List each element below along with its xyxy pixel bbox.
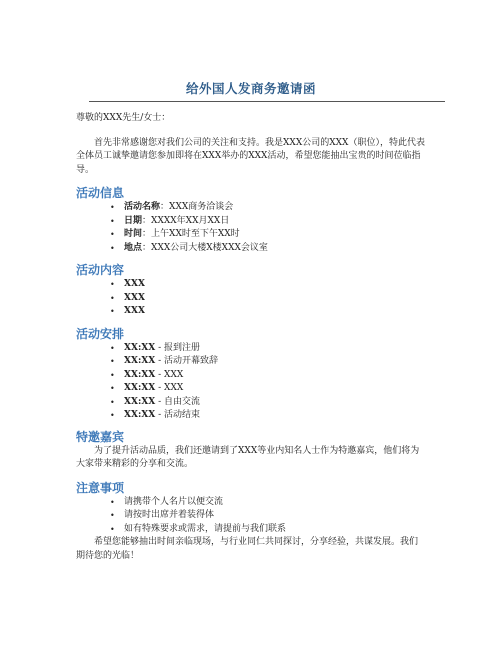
list-item	[76, 523, 426, 537]
title-divider	[89, 101, 445, 102]
schedule-text: XXX	[164, 369, 184, 380]
list-item	[76, 496, 426, 510]
info-sep: ：	[142, 215, 152, 226]
list-item	[76, 355, 426, 369]
schedule-text: 自由交流	[164, 396, 201, 407]
list-item	[76, 409, 426, 423]
greeting: 尊敬的XXX先生/女士：	[76, 113, 171, 123]
list-item	[76, 278, 426, 292]
info-sep: ：	[160, 202, 170, 212]
bullet-icon: •	[110, 307, 115, 316]
section-heading-guests: 特邀嘉宾	[76, 429, 125, 444]
bullet-icon: •	[110, 524, 115, 534]
schedule-time: XX:XX	[124, 410, 156, 420]
info-sep: ：	[142, 242, 152, 253]
schedule-sep: -	[155, 410, 165, 420]
section-heading-notes: 注意事项	[76, 480, 125, 495]
bullet-icon: •	[110, 497, 115, 507]
schedule-time: XX:XX	[124, 396, 156, 407]
info-sep: ：	[142, 229, 152, 239]
bullet-icon: •	[110, 411, 115, 420]
schedule-text: XXX	[164, 383, 184, 393]
guests-paragraph: 为了提升活动品质，我们还邀请到了XXX等业内知名人士作为特邀嘉宾，他们将为大家带来精彩的分享和交流。	[76, 445, 420, 469]
list-item	[76, 369, 426, 383]
schedule-text: 活动开幕致辞	[164, 356, 219, 366]
schedule-time: XX:XX	[124, 356, 156, 366]
info-value: 上午XX时至下午XX时	[151, 229, 240, 239]
document-body	[76, 112, 426, 563]
bullet-icon: •	[110, 370, 115, 380]
schedule-time: XX:XX	[124, 342, 156, 353]
bullet-icon: •	[110, 230, 115, 239]
notes-list	[76, 496, 426, 537]
section-heading-content: 活动内容	[76, 263, 125, 277]
info-label: 活动名称	[124, 202, 161, 212]
bullet-icon: •	[110, 343, 115, 353]
note-text: 请携带个人名片以便交流	[124, 496, 224, 507]
bullet-icon: •	[110, 216, 115, 226]
info-label: 时间	[124, 229, 143, 239]
list-item	[76, 396, 426, 410]
content-item: XXX	[124, 279, 145, 289]
list-item	[76, 509, 426, 523]
bullet-icon: •	[110, 357, 115, 366]
bullet-icon: •	[110, 243, 115, 253]
info-list	[76, 201, 426, 255]
section-heading-schedule: 活动安排	[76, 326, 125, 341]
bullet-icon: •	[110, 293, 115, 303]
bullet-icon: •	[110, 384, 115, 393]
list-item	[76, 201, 426, 215]
bullet-icon: •	[110, 511, 115, 520]
schedule-sep: -	[155, 356, 165, 366]
schedule-sep: -	[155, 369, 165, 380]
bullet-icon: •	[110, 280, 115, 289]
content-list	[76, 278, 426, 319]
list-item	[76, 342, 426, 356]
list-item	[76, 382, 426, 396]
schedule-sep: -	[155, 396, 165, 407]
info-label: 地点	[124, 242, 143, 253]
list-item	[76, 228, 426, 242]
info-label: 日期	[124, 215, 143, 226]
closing-paragraph: 希望您能够抽出时间亲临现场，与行业同仁共同探讨，分享经验，共谋发展。我们期待您的光临！	[76, 537, 419, 561]
schedule-list	[76, 342, 426, 423]
schedule-time: XX:XX	[124, 383, 156, 393]
info-value: XXX公司大楼X楼XXX会议室	[151, 242, 268, 253]
schedule-text: 活动结束	[164, 410, 201, 420]
note-text: 请按时出席并着装得体	[124, 510, 215, 520]
list-item	[76, 242, 426, 256]
list-item	[76, 215, 426, 229]
list-item	[76, 292, 426, 306]
bullet-icon: •	[110, 203, 115, 212]
intro-paragraph: 首先非常感谢您对我们公司的关注和支持。我是XXX公司的XXX（职位），特此代表全体员工诚挚邀请您参加即将在XXX举办的XXX活动，希望您能抽出宝贵的时间莅临指导。	[76, 137, 425, 175]
list-item	[76, 305, 426, 319]
schedule-sep: -	[155, 383, 165, 393]
info-value: XXXX年XX月XX日	[151, 215, 230, 226]
note-text: 如有特殊要求或需求，请提前与我们联系	[124, 523, 287, 534]
section-heading-info: 活动信息	[76, 186, 125, 200]
document-title: 给外国人发商务邀请函	[185, 81, 316, 96]
content-item: XXX	[124, 306, 145, 316]
content-item: XXX	[124, 292, 145, 303]
bullet-icon: •	[110, 397, 115, 407]
schedule-sep: -	[155, 342, 165, 353]
schedule-time: XX:XX	[124, 369, 156, 380]
info-value: XXX商务洽谈会	[169, 202, 234, 212]
schedule-text: 报到注册	[164, 342, 201, 353]
